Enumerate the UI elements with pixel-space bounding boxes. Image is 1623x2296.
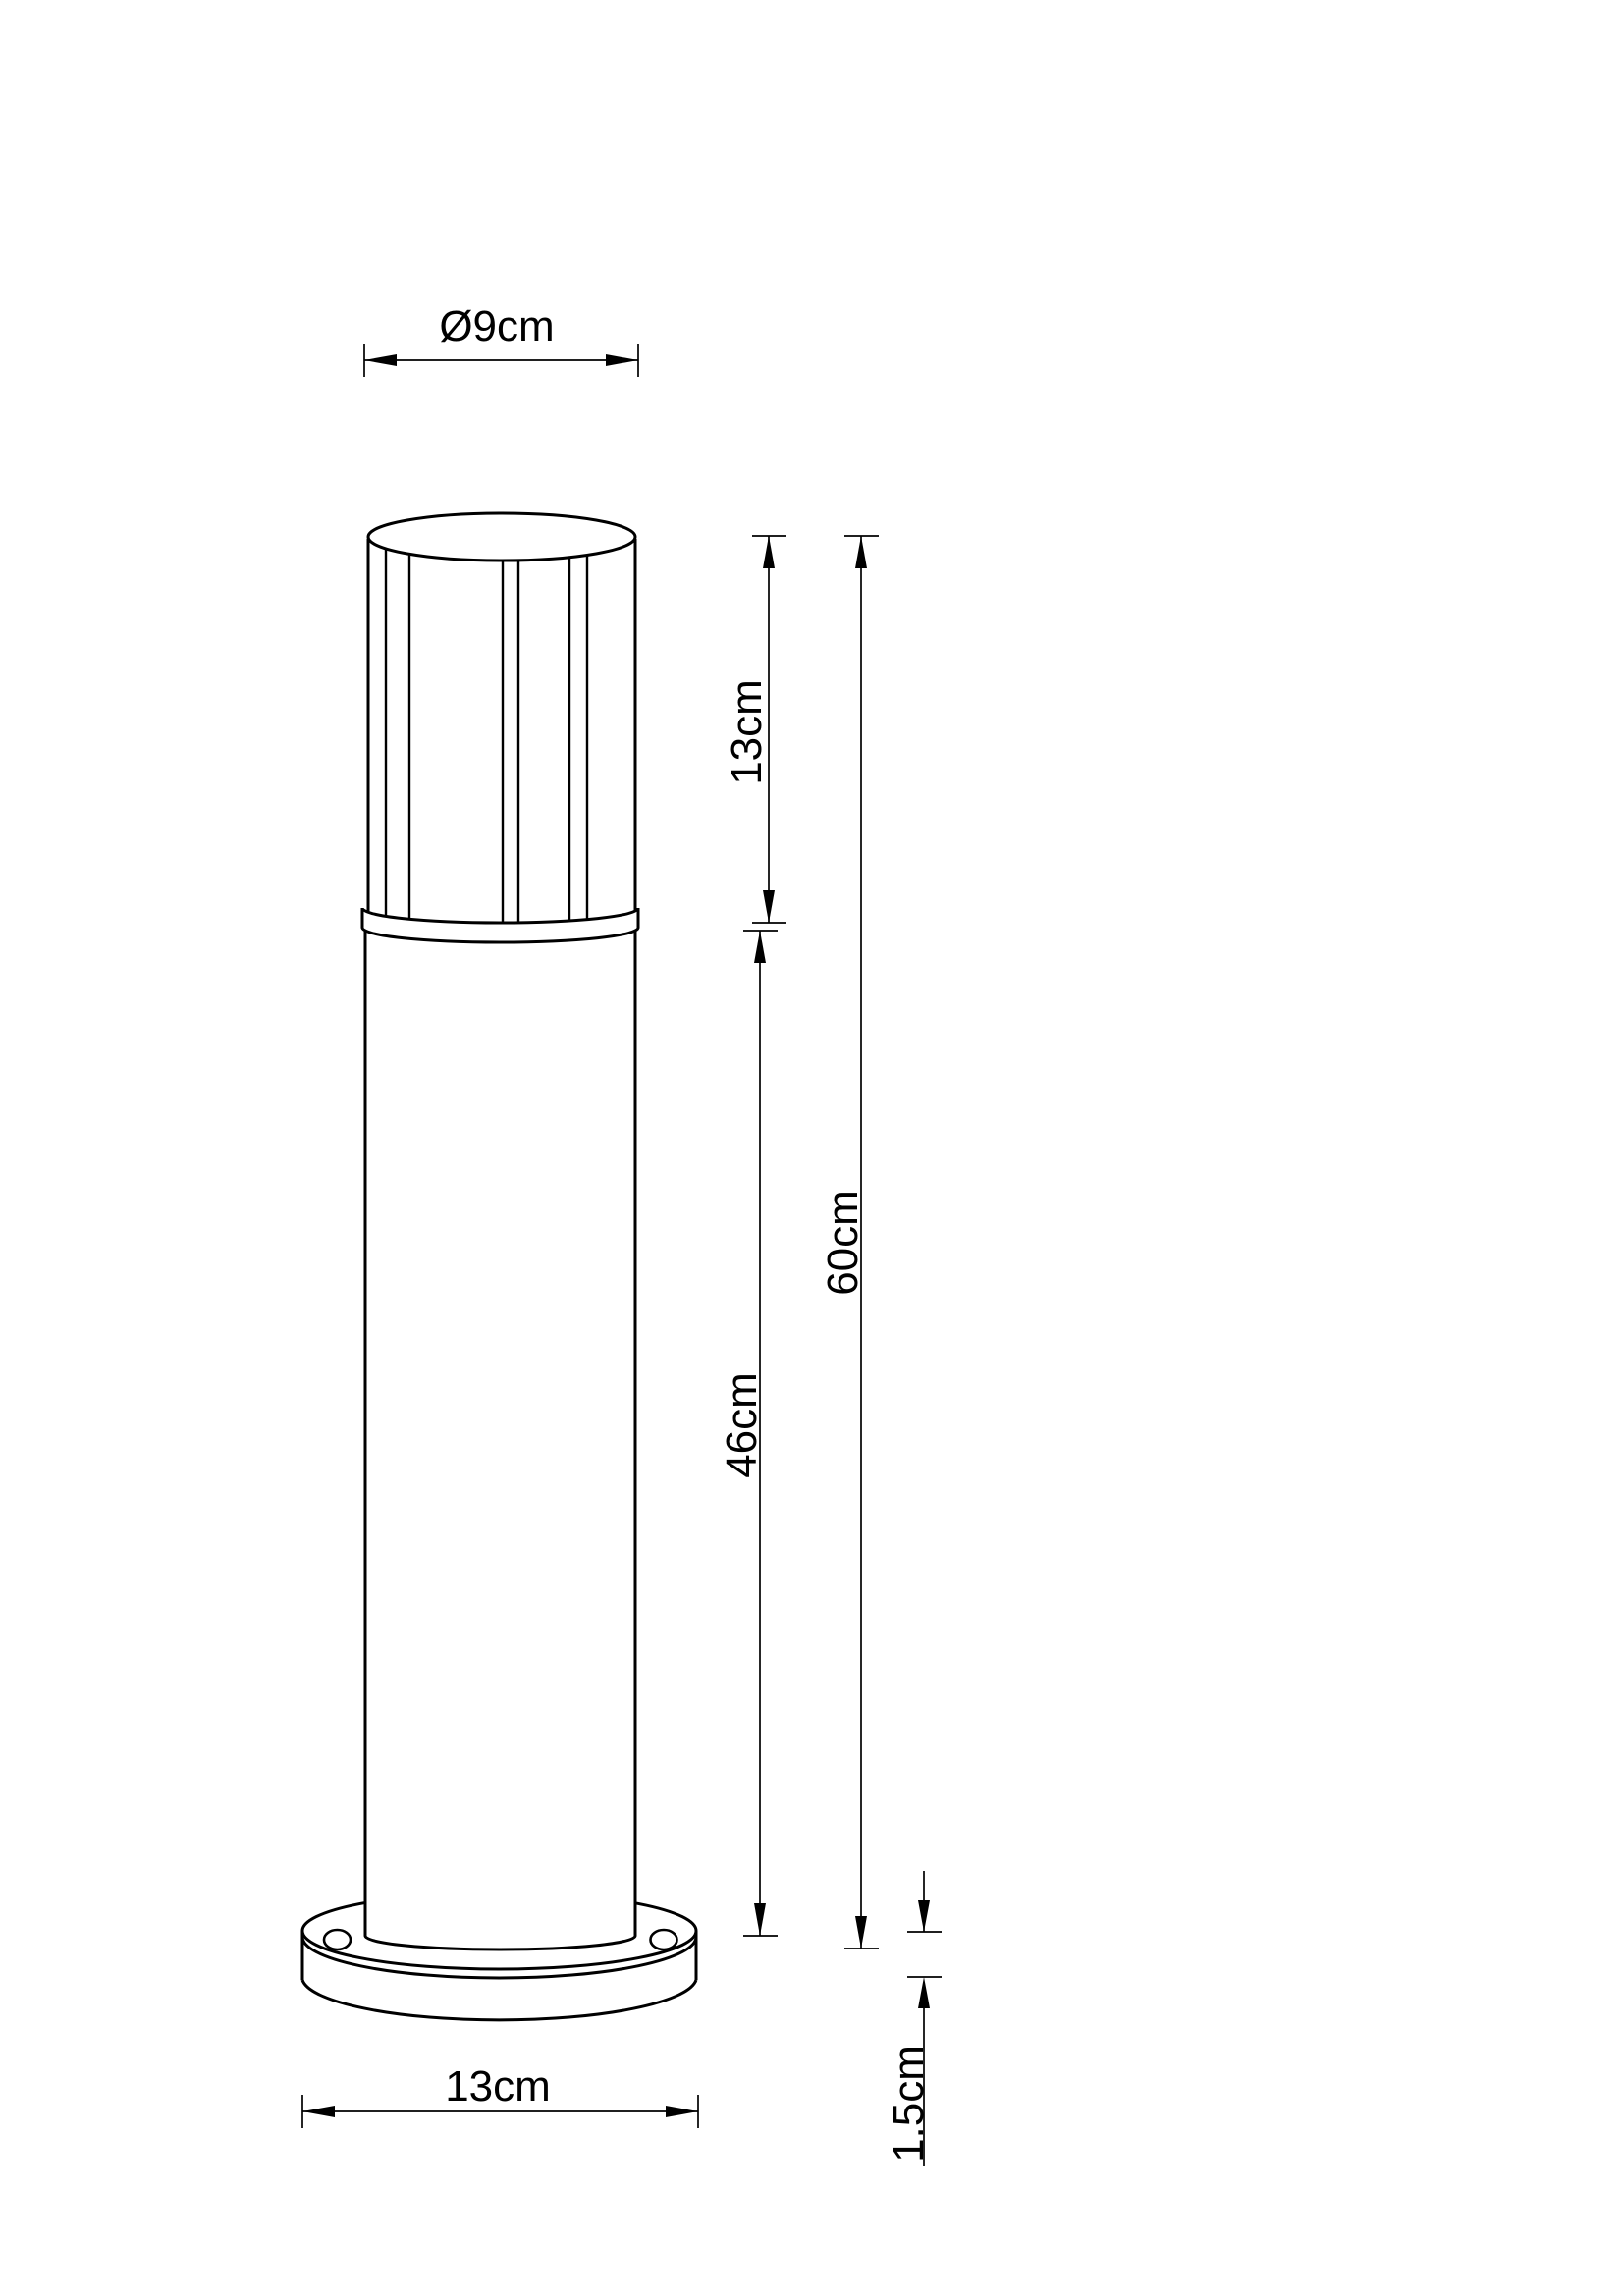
post-fill (365, 929, 635, 1936)
dim-label-base-height: 1.5cm (885, 2045, 933, 2163)
dimension-head-height (723, 536, 786, 923)
dim-label-base-diameter: 13cm (445, 2062, 551, 2110)
dimension-total-height (819, 536, 879, 1949)
lamp-post (365, 929, 635, 1949)
arrow-left-icon (302, 2106, 335, 2117)
head-top-ellipse (368, 513, 635, 561)
arrow-down-icon (918, 1900, 930, 1932)
collar-ring (362, 908, 638, 942)
arrow-down-icon (763, 890, 775, 923)
base-bottom-arc (302, 1980, 696, 2020)
arrow-right-icon (666, 2106, 698, 2117)
arrow-up-icon (855, 536, 867, 568)
lamp-head (368, 513, 635, 923)
dim-label-head-height: 13cm (723, 679, 771, 785)
dimension-base-height (885, 1871, 942, 2166)
dim-label-total-height: 60cm (819, 1190, 867, 1296)
collar-band (362, 908, 638, 942)
dimension-base-diameter (302, 2062, 698, 2128)
arrow-down-icon (855, 1916, 867, 1949)
arrow-left-icon (364, 354, 397, 366)
arrow-up-icon (918, 1977, 930, 2008)
arrow-up-icon (754, 931, 766, 963)
dim-label-post-height: 46cm (718, 1372, 766, 1478)
dimension-post-height (718, 931, 778, 1936)
arrow-up-icon (763, 536, 775, 568)
arrow-down-icon (754, 1903, 766, 1936)
dimension-top-diameter (364, 302, 638, 377)
arrow-right-icon (606, 354, 638, 366)
dim-label-top-diameter: Ø9cm (439, 302, 555, 350)
